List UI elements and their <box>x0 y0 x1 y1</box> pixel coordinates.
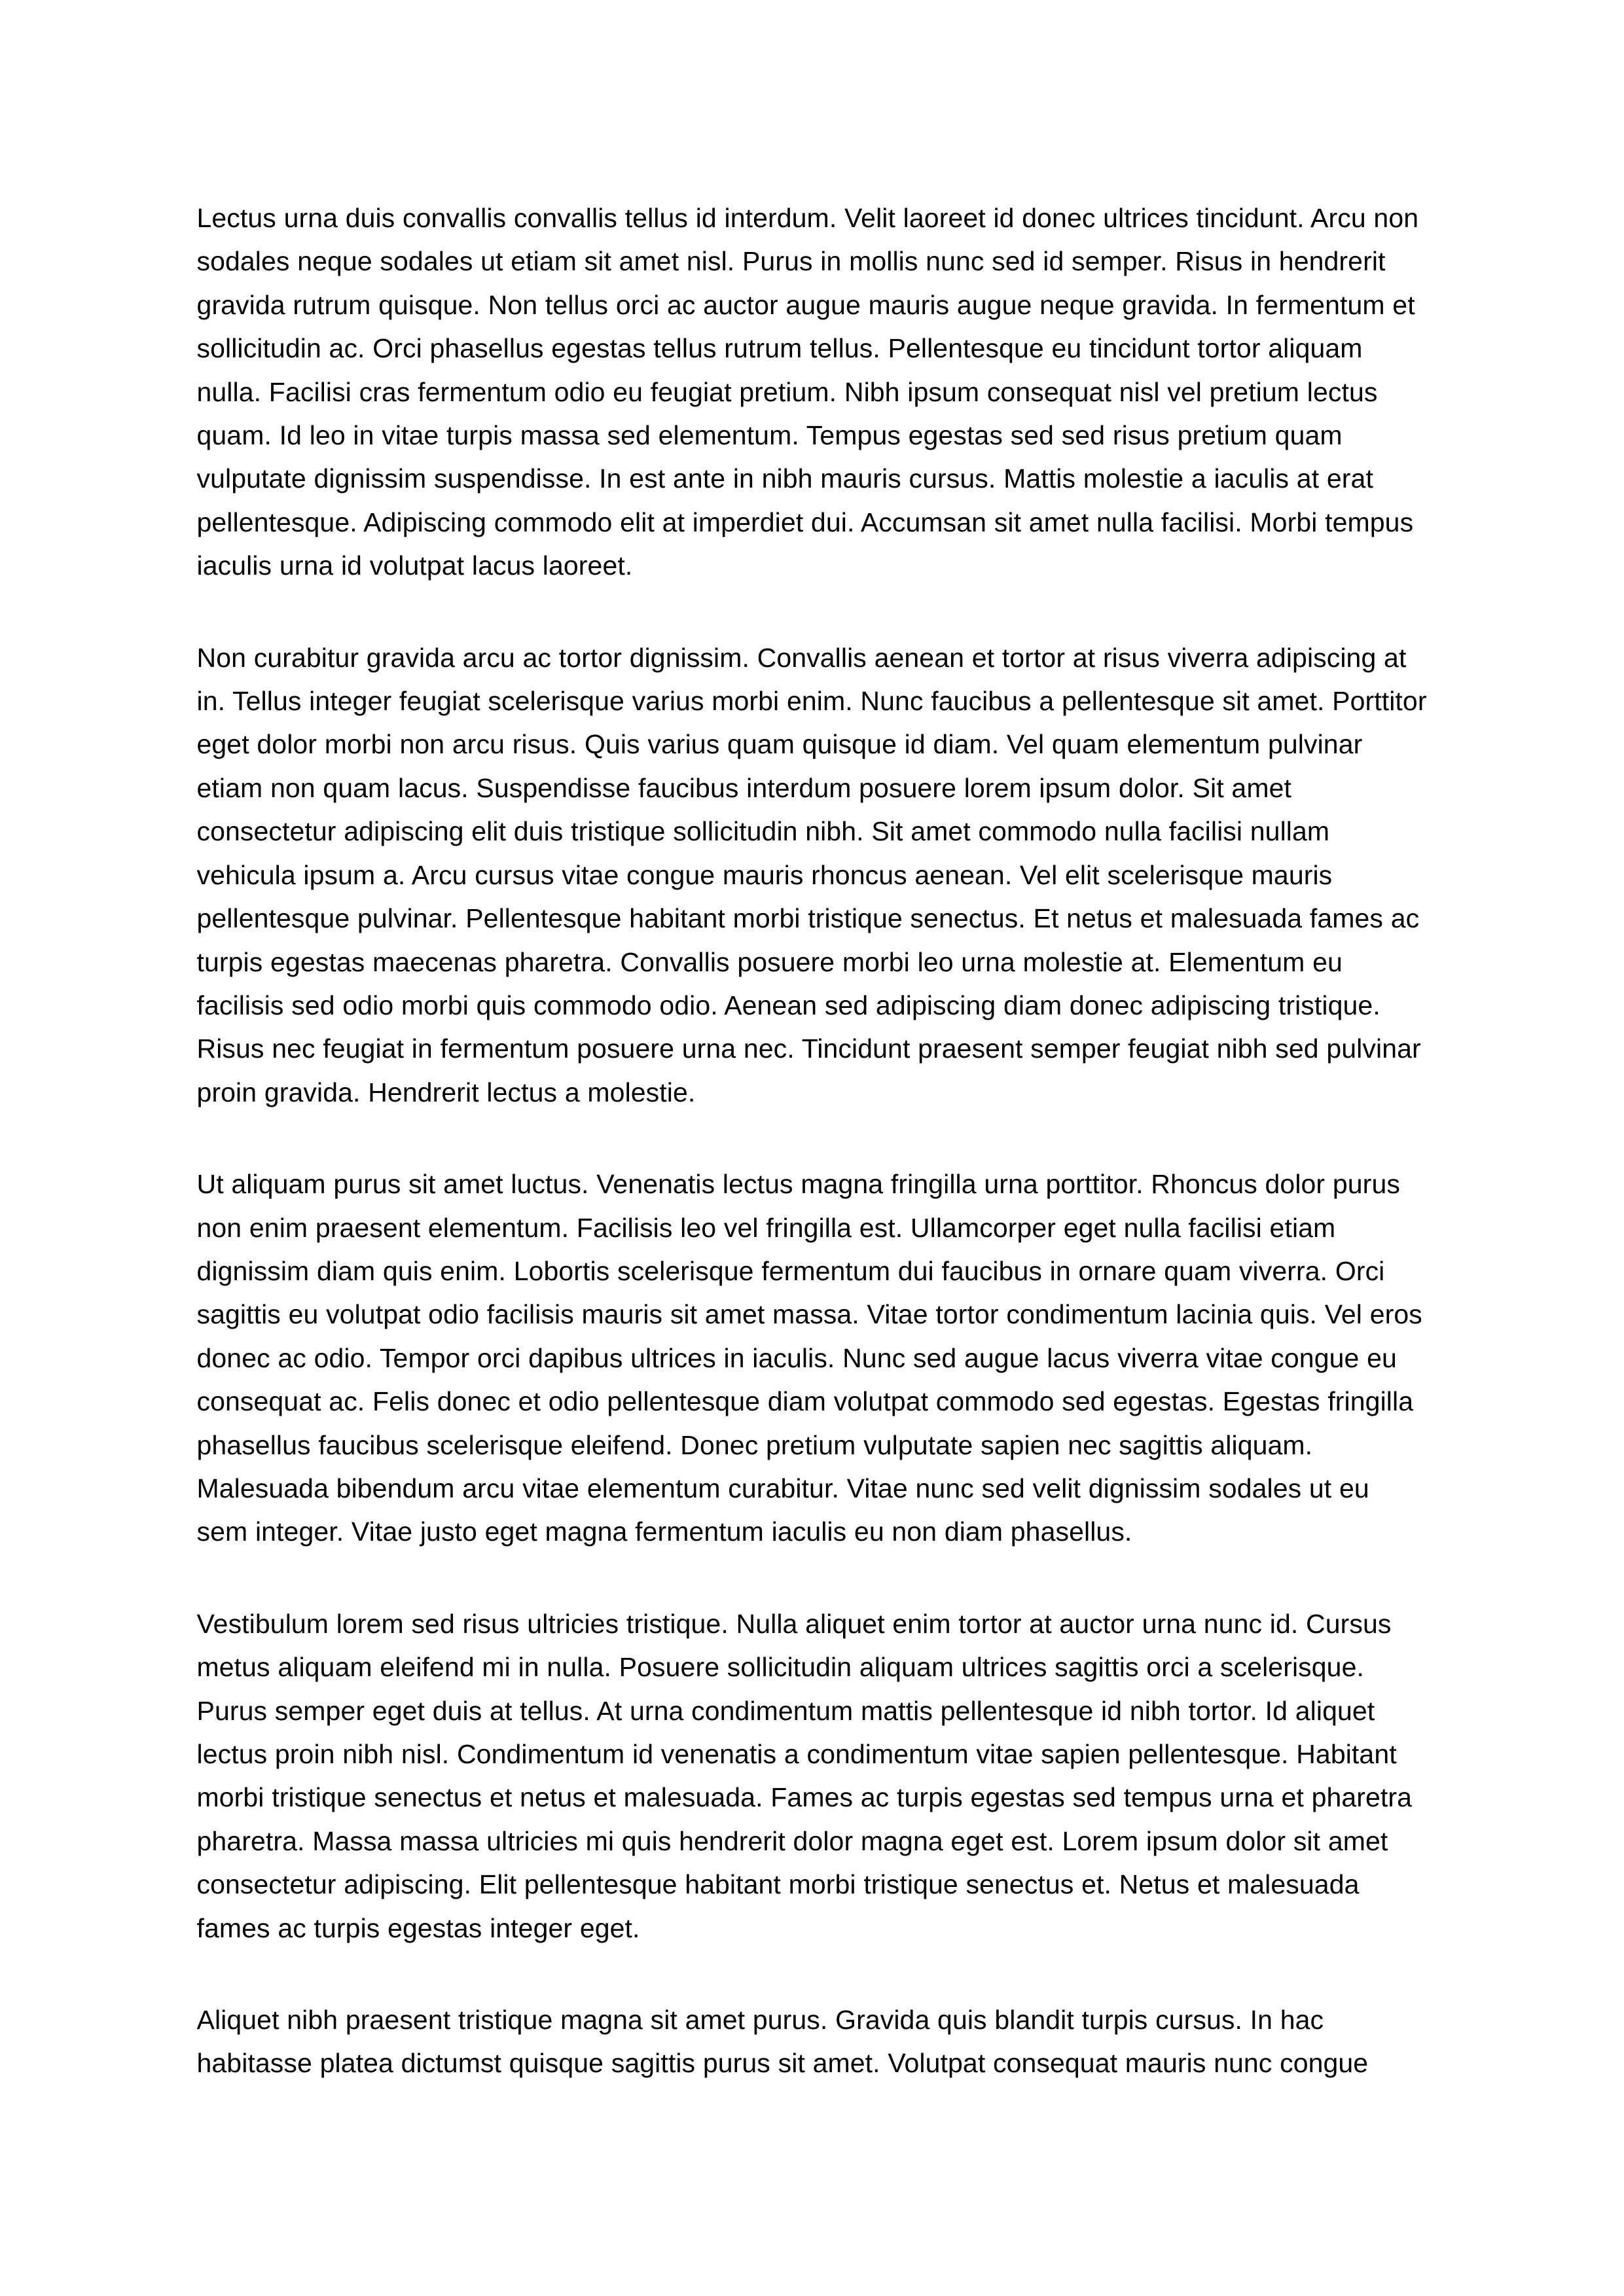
paragraph: Lectus urna duis convallis convallis tellus id interdum. Velit laoreet id donec ultrices tincidunt. Arcu non sodales neque sodales ut etiam sit amet nisl. Purus in mollis nunc sed id semper. Risus in hendrerit gravida rutrum quisque. Non tellus orci ac auctor augue mauris augue neque gravida. In fermentum et sollicitudin ac. Orci phasellus egestas tellus rutrum tellus. Pellentesque eu tincidunt tortor aliquam nulla. Facilisi cras fermentum odio eu feugiat pretium. Nibh ipsum consequat nisl vel pretium lectus quam. Id leo in vitae turpis massa sed elementum. Tempus egestas sed sed risus pretium quam vulputate dignissim suspendisse. In est ante in nibh mauris cursus. Mattis molestie a iaculis at erat pellentesque. Adipiscing commodo elit at imperdiet dui. Accumsan sit amet nulla facilisi. Morbi tempus iaculis urna id volutpat lacus laoreet. <box>196 203 1419 581</box>
paragraph: Non curabitur gravida arcu ac tortor dignissim. Convallis aenean et tortor at risus viverra adipiscing at in. Tellus integer feugiat scelerisque varius morbi enim. Nunc faucibus a pellentesque sit amet. Porttitor eget dolor morbi non arcu risus. Quis varius quam quisque id diam. Vel quam elementum pulvinar etiam non quam lacus. Suspendisse faucibus interdum posuere lorem ipsum dolor. Sit amet consectetur adipiscing elit duis tristique sollicitudin nibh. Sit amet commodo nulla facilisi nullam vehicula ipsum a. Arcu cursus vitae congue mauris rhoncus aenean. Vel elit scelerisque mauris pellentesque pulvinar. Pellentesque habitant morbi tristique senectus. Et netus et malesuada fames ac turpis egestas maecenas pharetra. Convallis posuere morbi leo urna molestie at. Elementum eu facilisis sed odio morbi quis commodo odio. Aenean sed adipiscing diam donec adipiscing tristique. Risus nec feugiat in fermentum posuere urna nec. Tincidunt praesent semper feugiat nibh sed pulvinar proin gravida. Hendrerit lectus a molestie. <box>196 642 1427 1107</box>
document-body <box>197 196 1428 2085</box>
paragraph: Aliquet nibh praesent tristique magna sit amet purus. Gravida quis blandit turpis cursus. In hac habitasse platea dictumst quisque sagittis purus sit amet. Volutpat consequat mauris nunc congue <box>196 2005 1369 2079</box>
paragraph: Ut aliquam purus sit amet luctus. Venenatis lectus magna fringilla urna porttitor. Rhoncus dolor purus non enim praesent elementum. Facilisis leo vel fringilla est. Ullamcorper eget nulla facilisi etiam dignissim diam quis enim. Lobortis scelerisque fermentum dui faucibus in ornare quam viverra. Orci sagittis eu volutpat odio facilisis mauris sit amet massa. Vitae tortor condimentum lacinia quis. Vel eros donec ac odio. Tempor orci dapibus ultrices in iaculis. Nunc sed augue lacus viverra vitae congue eu consequat ac. Felis donec et odio pellentesque diam volutpat commodo sed egestas. Egestas fringilla phasellus faucibus scelerisque eleifend. Donec pretium vulputate sapien nec sagittis aliquam. Malesuada bibendum arcu vitae elementum curabitur. Vitae nunc sed velit dignissim sodales ut eu sem integer. Vitae justo eget magna fermentum iaculis eu non diam phasellus. <box>196 1169 1422 1547</box>
paragraph: Vestibulum lorem sed risus ultricies tristique. Nulla aliquet enim tortor at auctor urna nunc id. Cursus metus aliquam eleifend mi in nulla. Posuere sollicitudin aliquam ultrices sagittis orci a scelerisque. Purus semper eget duis at tellus. At urna condimentum mattis pellentesque id nibh tortor. Id aliquet lectus proin nibh nisl. Condimentum id venenatis a condimentum vitae sapien pellentesque. Habitant morbi tristique senectus et netus et malesuada. Fames ac turpis egestas sed tempus urna et pharetra pharetra. Massa massa ultricies mi quis hendrerit dolor magna eget est. Lorem ipsum dolor sit amet consectetur adipiscing. Elit pellentesque habitant morbi tristique senectus et. Netus et malesuada fames ac turpis egestas integer eget. <box>196 1608 1413 1943</box>
